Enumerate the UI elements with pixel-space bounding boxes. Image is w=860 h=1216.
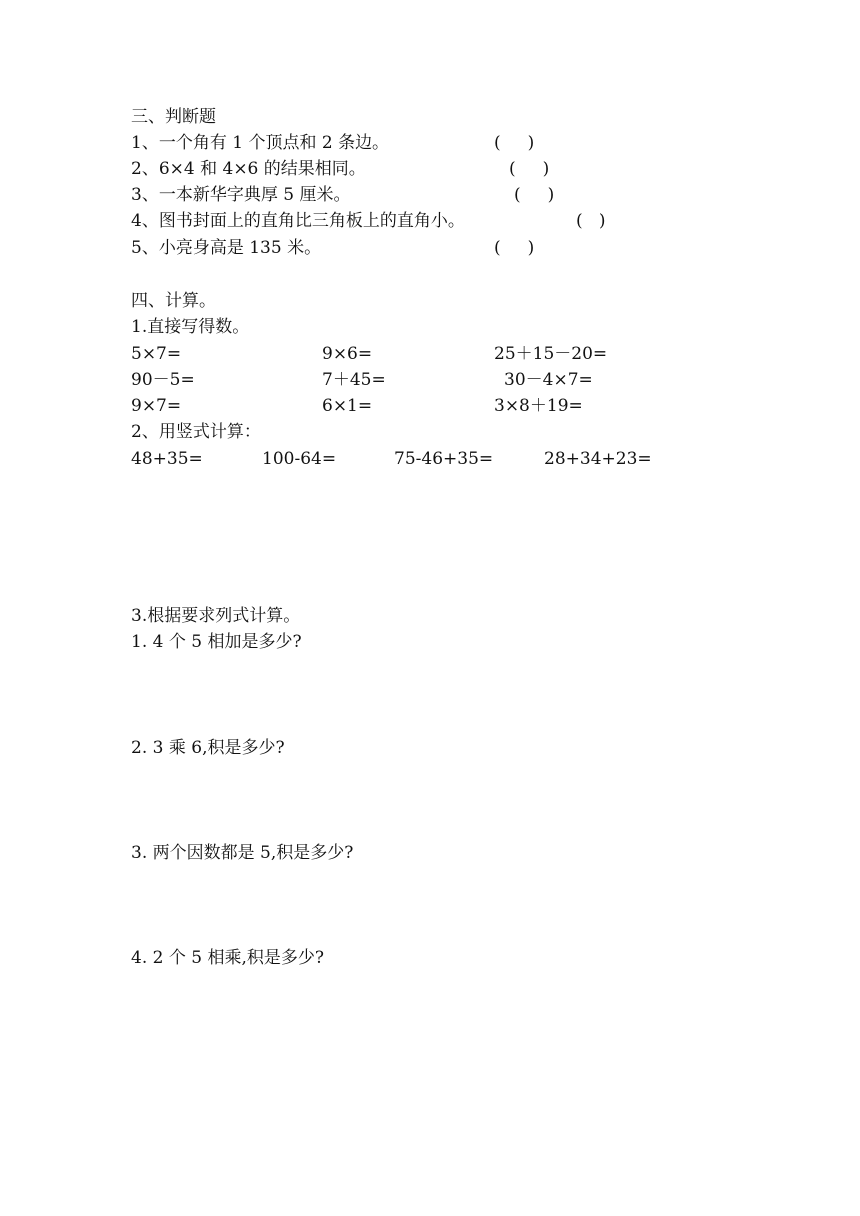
judgement-item-1: 1、一个角有 1 个顶点和 2 条边。 xyxy=(131,133,390,153)
direct-problem: 90－5= xyxy=(131,370,195,390)
direct-problem: 7＋45= xyxy=(322,370,386,390)
answer-blank[interactable]: ( ) xyxy=(509,159,550,179)
direct-problem: 25＋15－20= xyxy=(494,344,608,364)
direct-problem: 3×8＋19= xyxy=(494,396,583,416)
word-problem-1: 1. 4 个 5 相加是多少? xyxy=(131,632,302,652)
judgement-item-4: 4、图书封面上的直角比三角板上的直角小。 xyxy=(131,211,465,231)
subsection-direct-title: 1.直接写得数。 xyxy=(131,317,250,337)
judgement-item-2: 2、6×4 和 4×6 的结果相同。 xyxy=(131,159,366,179)
subsection-vertical-title: 2、用竖式计算： xyxy=(131,422,261,442)
direct-problem: 5×7= xyxy=(131,344,182,364)
word-problem-2: 2. 3 乘 6,积是多少? xyxy=(131,738,285,758)
direct-problem: 9×7= xyxy=(131,396,182,416)
word-problem-3: 3. 两个因数都是 5,积是多少? xyxy=(131,843,354,863)
direct-problem: 30－4×7= xyxy=(504,370,593,390)
vertical-problem: 100-64= xyxy=(262,449,337,469)
answer-blank[interactable]: ( ) xyxy=(494,238,535,258)
direct-problem: 9×6= xyxy=(322,344,373,364)
word-problem-4: 4. 2 个 5 相乘,积是多少? xyxy=(131,948,324,968)
vertical-problem: 48+35= xyxy=(131,449,203,469)
subsection-word-title: 3.根据要求列式计算。 xyxy=(131,606,301,626)
judgement-item-3: 3、一本新华字典厚 5 厘米。 xyxy=(131,185,351,205)
vertical-problem: 75-46+35= xyxy=(394,449,494,469)
section-heading-calculation: 四、计算。 xyxy=(131,291,216,311)
vertical-problem: 28+34+23= xyxy=(544,449,652,469)
judgement-item-5: 5、小亮身高是 135 米。 xyxy=(131,238,322,258)
section-heading-judgement: 三、判断题 xyxy=(131,107,216,127)
answer-blank[interactable]: ( ) xyxy=(514,185,555,205)
answer-blank[interactable]: ( ) xyxy=(494,133,535,153)
answer-blank[interactable]: ( ) xyxy=(576,211,606,231)
direct-problem: 6×1= xyxy=(322,396,373,416)
